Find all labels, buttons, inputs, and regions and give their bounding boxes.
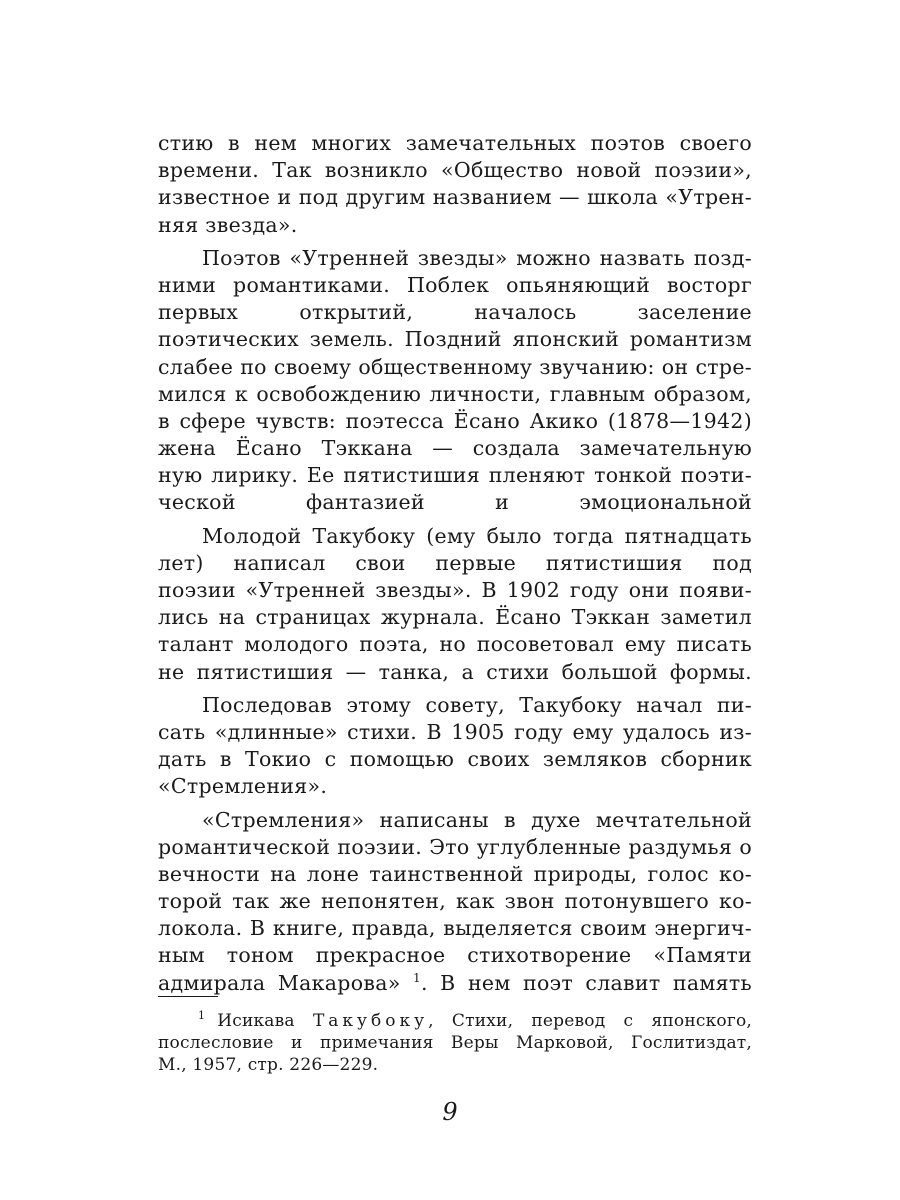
text-line: талант молодого поэта, но посоветовал ему писать [158, 632, 752, 657]
text-line: Молодой Такубоку (ему было тогда пятнадцать [202, 523, 752, 548]
text-line: «Стремления» написаны в духе мечтательной [202, 807, 752, 832]
text-line: торой так же непонятен, как звон потонувшего ко- [158, 889, 752, 914]
footnote [158, 1010, 752, 1076]
paragraph-5 [158, 807, 752, 997]
footnote-reference[interactable]: 1 [413, 970, 421, 985]
text-line [158, 970, 752, 997]
text-line: вечности на лоне таинственной природы, голос ко- [158, 861, 752, 886]
text-line: времени. Так возникло «Общество новой поэзии», [158, 158, 752, 183]
text-fragment: . В нем поэт славит память [420, 970, 752, 995]
text-line: поэтических земель. Поздний японский романтизм [158, 327, 752, 352]
footnote-line [158, 1010, 752, 1032]
text-line: Последовав этому совету, Такубоку начал пи- [202, 692, 752, 717]
text-line: слабее по своему общественному звучанию: он стре- [158, 354, 752, 379]
text-line: не пятистишия — танка, а стихи большой формы. [158, 659, 752, 684]
footnote-number: 1 [198, 1010, 206, 1022]
text-line: ную лирику. Ее пятистишия пленяют тонкой поэти- [158, 463, 752, 488]
text-line: лись на страницах журнала. Ёсано Тэккан заметил [158, 605, 752, 630]
text-line: известное и под другим названием — школа «Утрен- [158, 185, 752, 210]
text-line: дать в Токио с помощью своих земляков сборник [158, 747, 752, 772]
footnote-author: Исикава [217, 1011, 295, 1031]
footnote-author-spaced: Такубоку [312, 1011, 429, 1031]
paragraph-3 [158, 523, 752, 686]
text-line: сать «длинные» стихи. В 1905 году ему удалось из- [158, 719, 752, 744]
text-line: стию в нем многих замечательных поэтов своего [158, 131, 752, 155]
text-line: «Стремления». [158, 774, 328, 799]
footnote-divider [158, 996, 218, 997]
paragraph-1 [158, 130, 752, 239]
text-line: первых открытий, началось заселение [158, 300, 752, 325]
footnote-line: послесловие и примечания Веры Марковой, Гослитиздат, [158, 1033, 752, 1053]
paragraph-4 [158, 692, 752, 801]
text-line: в сфере чувств: поэтесса Ёсано Акико (1878—1942) [158, 408, 752, 433]
text-line: мился к освобождению личности, главным образом, [158, 381, 752, 406]
text-line: лет) написал свои первые пятистишия под [158, 550, 752, 575]
text-line: локола. В книге, правда, выделяется своим энергич- [158, 916, 752, 941]
text-line: няя звезда». [158, 212, 298, 237]
text-line: ними романтиками. Поблек опьяняющий восторг [158, 272, 752, 297]
main-text [158, 130, 752, 997]
page-number: 9 [442, 1098, 458, 1126]
paragraph-2 [158, 245, 752, 517]
text-line: поэзии «Утренней звезды». В 1902 году они появи- [158, 578, 752, 603]
text-line: жена Ёсано Тэккана — создала замечательную [158, 436, 752, 461]
footnote-line: М., 1957, стр. 226—229. [158, 1055, 379, 1075]
footnote-text: , Стихи, перевод с японского, [428, 1011, 752, 1031]
text-line: Поэтов «Утренней звезды» можно назвать позд- [202, 245, 752, 270]
text-line: ческой фантазией и эмоциональной [158, 490, 752, 515]
text-line: романтической поэзии. Это углубленные раздумья о [158, 834, 752, 859]
text-line: ным тоном прекрасное стихотворение «Памяти [158, 943, 752, 968]
text-fragment: адмирала Макарова» [158, 970, 401, 995]
